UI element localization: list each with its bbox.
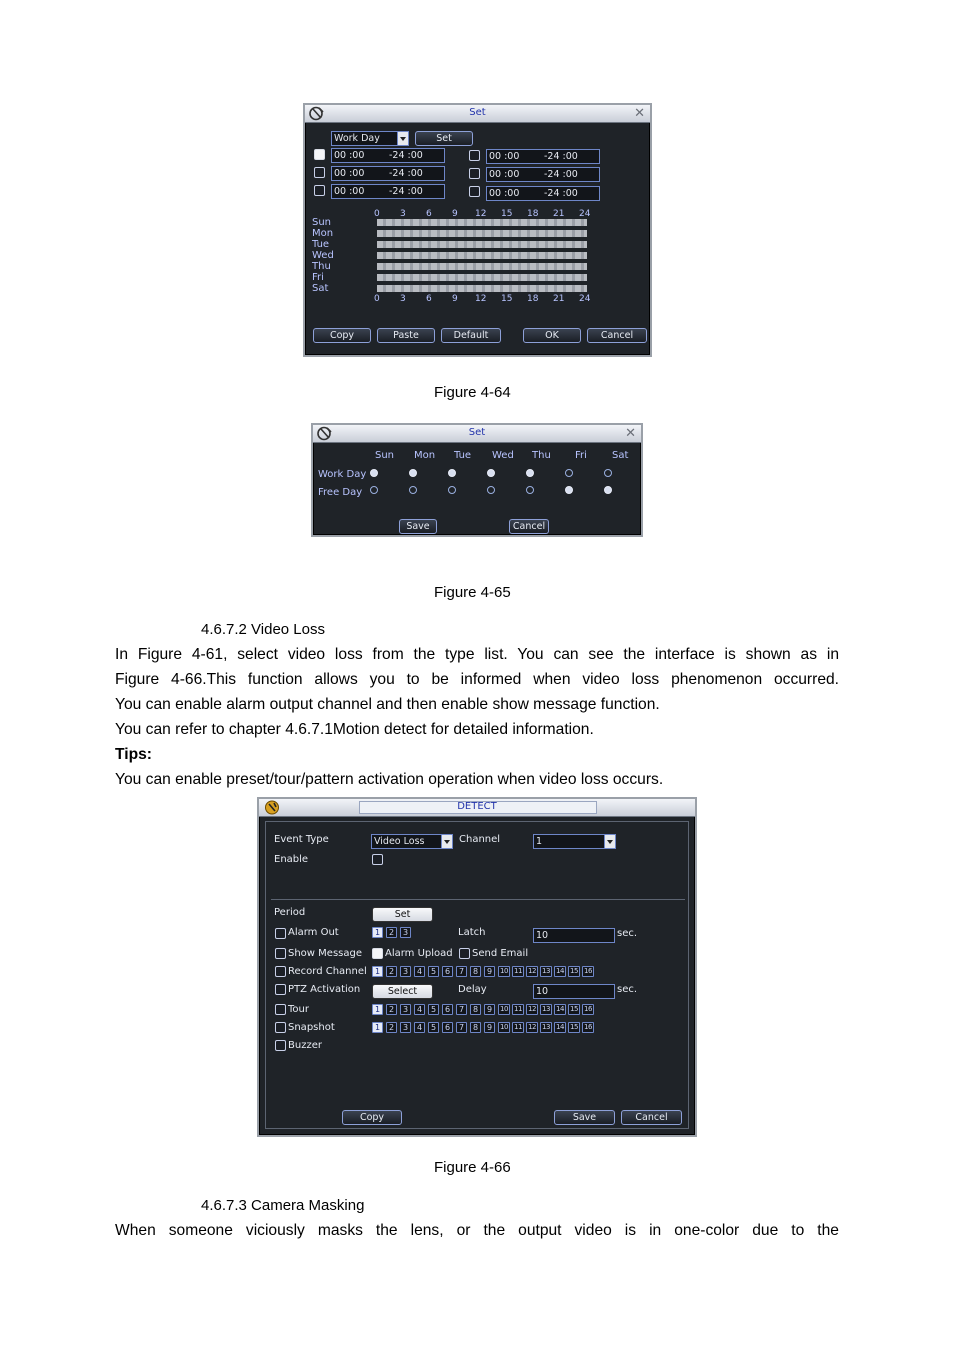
default-button[interactable]: Default [441, 328, 501, 343]
hour-label: 24 [579, 294, 591, 304]
ptz-select-button[interactable]: Select [372, 984, 433, 999]
free-day-radio-wed[interactable] [487, 486, 495, 494]
snapshot-channel-14[interactable]: 14 [554, 1022, 566, 1033]
event-type-select[interactable]: Video Loss [371, 834, 453, 849]
day-label: Tue [312, 239, 330, 250]
period-5-checkbox[interactable] [469, 168, 480, 179]
period-6-time[interactable]: 00 :00 -24 :00 [486, 186, 600, 201]
snapshot-channel-4[interactable]: 4 [414, 1022, 425, 1033]
day-label: Mon [312, 228, 334, 239]
work-day-radio-thu[interactable] [526, 469, 534, 477]
schedule-bar-thu[interactable] [377, 263, 587, 270]
cancel-button[interactable]: Cancel [587, 328, 647, 343]
snapshot-channel-10[interactable]: 10 [498, 1022, 510, 1033]
period-2-checkbox[interactable] [314, 167, 325, 178]
tour-channel-3[interactable]: 3 [400, 1004, 411, 1015]
hour-label: 3 [400, 209, 406, 219]
tour-channel-10[interactable]: 10 [498, 1004, 510, 1015]
alarm-out-label: Alarm Out [288, 927, 339, 938]
work-day-radio-sat[interactable] [604, 469, 612, 477]
day-label: Sat [312, 283, 329, 294]
tour-checkbox[interactable] [275, 1004, 286, 1015]
tour-channel-13[interactable]: 13 [540, 1004, 552, 1015]
section-heading: 4.6.7.3 Camera Masking [201, 1197, 365, 1214]
free-day-radio-tue[interactable] [448, 486, 456, 494]
period-4-time[interactable]: 00 :00 -24 :00 [486, 149, 600, 164]
tour-channel-12[interactable]: 12 [526, 1004, 538, 1015]
free-day-radio-fri[interactable] [565, 486, 573, 494]
channel-select[interactable]: 1 [533, 834, 616, 849]
record-channel-6[interactable]: 6 [442, 966, 453, 977]
paragraph-line: Figure 4-66.This function allows you to be informed when video loss phenomenon occurred. [115, 671, 839, 688]
day-column-label: Sun [375, 450, 395, 461]
free-day-radio-sat[interactable] [604, 486, 612, 494]
tips-text: You can enable preset/tour/pattern activation operation when video loss occurs. [115, 771, 664, 788]
period-3-checkbox[interactable] [314, 185, 325, 196]
record-channel-13[interactable]: 13 [540, 966, 552, 977]
chevron-down-icon [604, 835, 615, 848]
snapshot-checkbox[interactable] [275, 1022, 286, 1033]
work-day-radio-tue[interactable] [448, 469, 456, 477]
day-column-label: Tue [454, 450, 472, 461]
hour-label: 21 [553, 294, 565, 304]
snapshot-channel-6[interactable]: 6 [442, 1022, 453, 1033]
period-5-time[interactable]: 00 :00 -24 :00 [486, 167, 600, 182]
snapshot-channel-3[interactable]: 3 [400, 1022, 411, 1033]
period-2-time[interactable]: 00 :00 -24 :00 [331, 166, 445, 181]
alarm-upload-checkbox[interactable] [372, 948, 383, 959]
tour-channel-2[interactable]: 2 [386, 1004, 397, 1015]
send-email-checkbox[interactable] [459, 948, 470, 959]
snapshot-channel-7[interactable]: 7 [456, 1022, 467, 1033]
ptz-activation-checkbox[interactable] [275, 984, 286, 995]
tour-channel-6[interactable]: 6 [442, 1004, 453, 1015]
tour-label: Tour [288, 1004, 309, 1015]
alarm-output-3[interactable]: 3 [400, 927, 411, 938]
day-label: Sun [312, 217, 332, 228]
alarm-output-2[interactable]: 2 [386, 927, 397, 938]
tour-channel-5[interactable]: 5 [428, 1004, 439, 1015]
work-day-radio-sun[interactable] [370, 469, 378, 477]
channel-label: Channel [459, 834, 501, 845]
show-message-label: Show Message [288, 948, 362, 959]
section-divider [271, 899, 685, 900]
figure-caption: Figure 4-64 [434, 384, 511, 401]
tour-channel-16[interactable]: 16 [582, 1004, 594, 1015]
enable-label: Enable [274, 854, 309, 865]
period-1-time[interactable]: 00 :00 -24 :00 [331, 148, 445, 163]
schedule-set-dialog [303, 103, 652, 357]
hour-label: 12 [475, 294, 487, 304]
paste-button[interactable]: Paste [377, 328, 435, 343]
tour-channel-4[interactable]: 4 [414, 1004, 425, 1015]
send-email-label: Send Email [472, 948, 529, 959]
hour-label: 9 [452, 209, 458, 219]
period-set-button[interactable]: Set [372, 907, 433, 922]
record-channel-8[interactable]: 8 [470, 966, 481, 977]
snapshot-channel-8[interactable]: 8 [470, 1022, 481, 1033]
record-channel-1[interactable]: 1 [372, 966, 383, 977]
figure-caption: Figure 4-65 [434, 584, 511, 601]
dialog-title: Set [468, 427, 486, 438]
record-channel-14[interactable]: 14 [554, 966, 566, 977]
day-label: Wed [312, 250, 334, 261]
schedule-bar-mon[interactable] [377, 230, 587, 237]
record-channel-4[interactable]: 4 [414, 966, 425, 977]
hour-label: 6 [426, 209, 432, 219]
paragraph-line: When someone viciously masks the lens, or the output video is in one-color due to the [115, 1222, 839, 1239]
record-channel-11[interactable]: 11 [512, 966, 524, 977]
delay-unit: sec. [617, 984, 638, 995]
record-channel-7[interactable]: 7 [456, 966, 467, 977]
dialog-title: Set [469, 107, 486, 118]
paragraph-line: You can enable alarm output channel and then enable show message function. [115, 696, 660, 713]
tour-channel-1[interactable]: 1 [372, 1004, 383, 1015]
day-type-select[interactable]: Work Day [331, 131, 409, 146]
schedule-bar-tue[interactable] [377, 241, 587, 248]
snapshot-channel-13[interactable]: 13 [540, 1022, 552, 1033]
tour-channel-7[interactable]: 7 [456, 1004, 467, 1015]
hour-label: 0 [374, 209, 380, 219]
snapshot-channel-11[interactable]: 11 [512, 1022, 524, 1033]
delay-input[interactable]: 10 [533, 984, 615, 999]
work-day-radio-fri[interactable] [565, 469, 573, 477]
hour-label: 9 [452, 294, 458, 304]
record-channel-label: Record Channel [288, 966, 367, 977]
save-button[interactable]: Save [554, 1110, 615, 1125]
free-day-radio-sun[interactable] [370, 486, 378, 494]
paragraph-line: In Figure 4-61, select video loss from the type list. You can see the interface is shown as in [115, 646, 839, 663]
alarm-output-1[interactable]: 1 [372, 927, 383, 938]
work-day-radio-mon[interactable] [409, 469, 417, 477]
detect-dialog [257, 797, 697, 1137]
section-heading: 4.6.7.2 Video Loss [201, 621, 325, 638]
buzzer-label: Buzzer [288, 1040, 322, 1051]
work-day-label: Work Day [318, 469, 367, 480]
figure-caption: Figure 4-66 [434, 1159, 511, 1176]
work-day-radio-wed[interactable] [487, 469, 495, 477]
schedule-bar-sun[interactable] [377, 219, 587, 226]
record-channel-12[interactable]: 12 [526, 966, 538, 977]
alarm-upload-label: Alarm Upload [385, 948, 453, 959]
snapshot-channel-2[interactable]: 2 [386, 1022, 397, 1033]
tips-label: Tips: [115, 746, 152, 763]
chevron-down-icon [397, 132, 408, 145]
hour-label: 21 [553, 209, 565, 219]
alarm-out-checkbox[interactable] [275, 928, 286, 939]
snapshot-channel-15[interactable]: 15 [568, 1022, 580, 1033]
paragraph-line: You can refer to chapter 4.6.7.1Motion detect for detailed information. [115, 721, 594, 738]
day-type-dialog [311, 423, 643, 537]
close-icon[interactable]: ✕ [634, 106, 645, 121]
day-column-label: Sat [612, 450, 629, 461]
hour-label: 15 [501, 294, 513, 304]
close-icon[interactable]: ✕ [625, 426, 636, 441]
day-label: Thu [312, 261, 331, 272]
record-channel-9[interactable]: 9 [484, 966, 495, 977]
day-column-label: Mon [414, 450, 436, 461]
cancel-button[interactable]: Cancel [509, 519, 549, 534]
latch-unit: sec. [617, 928, 638, 939]
event-type-label: Event Type [274, 834, 329, 845]
free-day-radio-mon[interactable] [409, 486, 417, 494]
show-message-checkbox[interactable] [275, 948, 286, 959]
day-column-label: Wed [492, 450, 514, 461]
period-6-checkbox[interactable] [469, 186, 480, 197]
chevron-down-icon [441, 835, 452, 848]
record-channel-10[interactable]: 10 [498, 966, 510, 977]
latch-label: Latch [458, 927, 486, 938]
day-column-label: Thu [532, 450, 551, 461]
period-4-checkbox[interactable] [469, 150, 480, 161]
free-day-label: Free Day [318, 487, 363, 498]
ptz-activation-label: PTZ Activation [288, 984, 361, 995]
hour-label: 0 [374, 294, 380, 304]
record-channel-15[interactable]: 15 [568, 966, 580, 977]
hour-label: 18 [527, 209, 539, 219]
hour-label: 6 [426, 294, 432, 304]
snapshot-channel-16[interactable]: 16 [582, 1022, 594, 1033]
copy-button[interactable]: Copy [342, 1110, 402, 1125]
delay-label: Delay [458, 984, 487, 995]
dialog-title-bar [259, 799, 695, 817]
save-button[interactable]: Save [399, 519, 437, 534]
schedule-bar-fri[interactable] [377, 274, 587, 281]
record-channel-checkbox[interactable] [275, 966, 286, 977]
tour-channel-8[interactable]: 8 [470, 1004, 481, 1015]
record-channel-3[interactable]: 3 [400, 966, 411, 977]
cancel-button[interactable]: Cancel [621, 1110, 682, 1125]
tour-channel-14[interactable]: 14 [554, 1004, 566, 1015]
snapshot-channel-9[interactable]: 9 [484, 1022, 495, 1033]
snapshot-channel-5[interactable]: 5 [428, 1022, 439, 1033]
buzzer-checkbox[interactable] [275, 1040, 286, 1051]
dialog-title-bar [313, 425, 641, 443]
latch-input[interactable]: 10 [533, 928, 615, 943]
day-label: Fri [312, 272, 324, 283]
snapshot-channel-1[interactable]: 1 [372, 1022, 383, 1033]
set-button[interactable]: Set [415, 131, 473, 146]
snapshot-channel-12[interactable]: 12 [526, 1022, 538, 1033]
schedule-bar-sat[interactable] [377, 285, 587, 292]
enable-checkbox[interactable] [372, 854, 383, 865]
tour-channel-15[interactable]: 15 [568, 1004, 580, 1015]
hour-label: 3 [400, 294, 406, 304]
hour-label: 24 [579, 209, 591, 219]
period-3-time[interactable]: 00 :00 -24 :00 [331, 184, 445, 199]
period-1-checkbox[interactable] [314, 149, 325, 160]
schedule-bar-wed[interactable] [377, 252, 587, 259]
record-channel-16[interactable]: 16 [582, 966, 594, 977]
hour-label: 15 [501, 209, 513, 219]
day-column-label: Fri [575, 450, 587, 461]
record-channel-5[interactable]: 5 [428, 966, 439, 977]
ok-button[interactable]: OK [523, 328, 581, 343]
copy-button[interactable]: Copy [313, 328, 371, 343]
dialog-title-bar [305, 105, 650, 123]
snapshot-label: Snapshot [288, 1022, 335, 1033]
free-day-radio-thu[interactable] [526, 486, 534, 494]
tour-channel-11[interactable]: 11 [512, 1004, 524, 1015]
hour-label: 12 [475, 209, 487, 219]
period-label: Period [274, 907, 306, 918]
record-channel-2[interactable]: 2 [386, 966, 397, 977]
dialog-title: DETECT [457, 801, 497, 812]
tour-channel-9[interactable]: 9 [484, 1004, 495, 1015]
hour-label: 18 [527, 294, 539, 304]
